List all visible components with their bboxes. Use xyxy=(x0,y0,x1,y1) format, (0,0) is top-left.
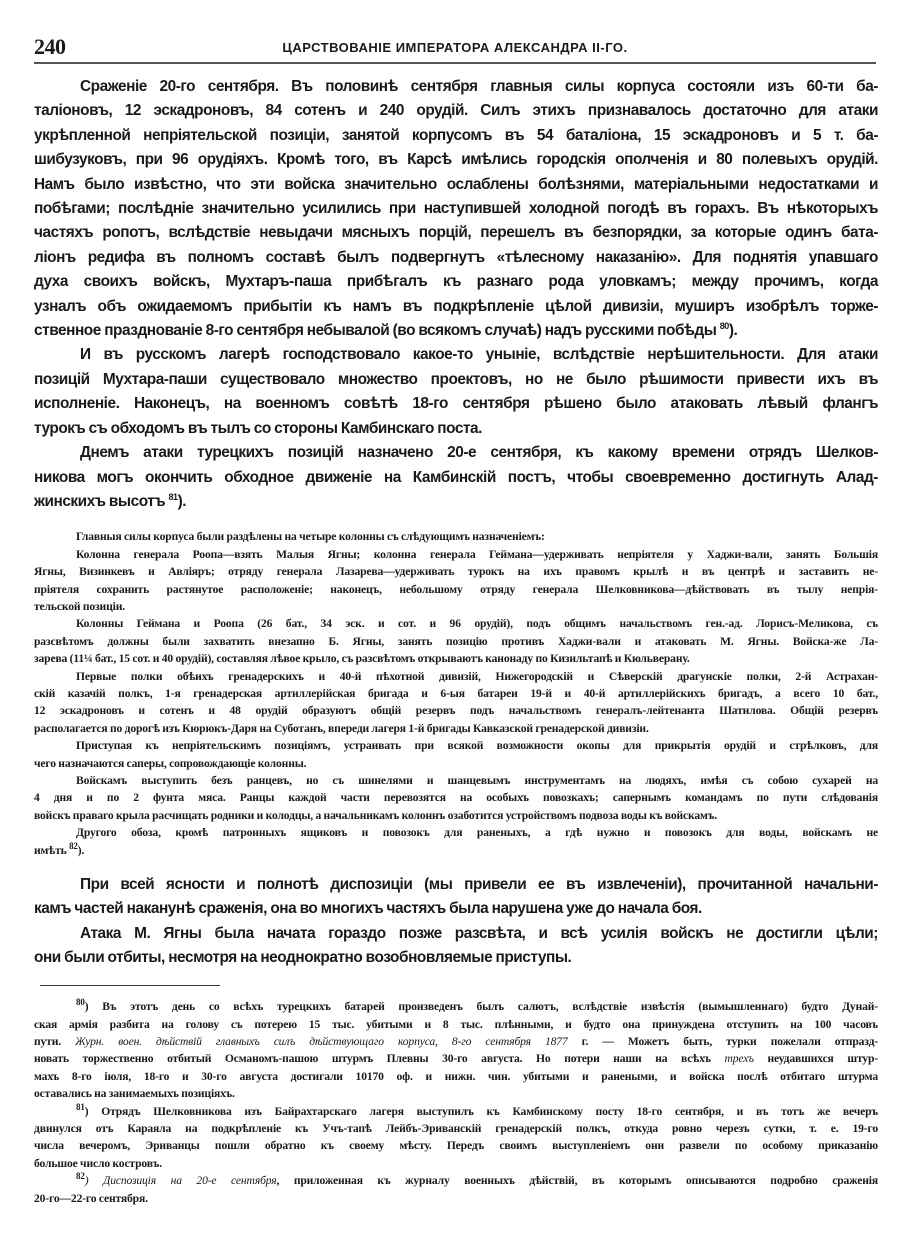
text-line: Войскамъ выступить безъ ранцевъ, но съ шинелями и шанцевымъ инструментамъ на людяхъ, имѣя съ собою сухарей на xyxy=(76,774,878,787)
footnote-ref-81[interactable]: 81 xyxy=(168,491,178,502)
text-line: 20-го—22-го сентября. xyxy=(34,1191,148,1205)
text-line: Главныя силы корпуса были раздѣлены на четыре колонны съ слѣдующимъ назначеніемъ: xyxy=(76,530,545,544)
text-line: исполненіе. Наконецъ, на военномъ совѣтѣ 18-го сентября рѣшено было атаковать лѣвый флангъ xyxy=(34,395,878,413)
text-line: чего назначаются саперы, сопровождающіе колонны. xyxy=(34,756,307,770)
text-line: При всей ясности и полнотѣ диспозиціи (мы привели ее въ извлеченіи), прочитанной начальни- xyxy=(80,876,878,894)
text-line: жинскихъ высотъ $^{81}$). xyxy=(34,491,187,510)
header-rule xyxy=(34,62,876,64)
paragraph-attack-m-yagny xyxy=(34,922,878,971)
text-line: Днемъ атаки турецкихъ позицій назначено 20-е сентября, къ какому времени отрядъ Шелков- xyxy=(80,444,878,462)
disposition-paragraph xyxy=(34,737,878,772)
text-line: 12 эскадроновъ и сотенъ и 48 орудій образуютъ общій резервъ подъ начальствомъ генералъ-лейтенанта Шатилова. Общій резервъ xyxy=(34,704,878,718)
text-line: 4 дня и по 2 фунта мяса. Ранцы каждой части перевозятся на особыхъ повозкахъ; сапернымъ командамъ по пути слѣдованія xyxy=(34,791,878,805)
text-line: И въ русскомъ лагерѣ господствовало какое-то уныніе, вслѣдствіе нерѣшительности. Для атаки xyxy=(80,346,878,364)
text-line: они были отбиты, несмотря на неоднократно возобновляемые приступы. xyxy=(34,949,572,967)
text-line: таліоновъ, 12 эскадроновъ, 84 сотенъ и 240 орудій. Силъ этихъ признавалось достаточно для атаки xyxy=(34,102,878,120)
disposition-paragraph xyxy=(34,824,878,859)
footnote-82 xyxy=(34,1172,878,1207)
text-line: никова могъ окончить обходное движеніе на Камбинскій постъ, чтобы своевременно достигнуть Алад- xyxy=(34,468,878,486)
footnote-separator xyxy=(40,985,220,987)
text-line: разсвѣтомъ должны были захватить внезапно Б. Ягны, занять позицію противъ Хаджи-вали и атаковать М. Ягны. Войска-же Ла- xyxy=(34,634,878,648)
text-line: Намъ было извѣстно, что эти войска значительно ослаблены болѣзнями, матеріальными недостатками и xyxy=(34,175,878,193)
text-line: пути. Журн. воен. дѣйствій главныхъ силъ дѣйствующаго корпуса, 8-го сентября 1877 г. — Можетъ быть, турки пожелали отпразд- xyxy=(34,1034,879,1048)
footnote-marker: 80 xyxy=(76,997,85,1008)
text-line: шибузуковъ, при 96 орудіяхъ. Кромѣ того, въ Карсѣ имѣлись городскія ополченія и 80 полевыхъ орудій. xyxy=(34,151,878,169)
disposition-paragraph xyxy=(34,546,878,616)
text-line: тельской позиціи. xyxy=(34,599,125,613)
footnote-81 xyxy=(34,1103,878,1173)
text-line: Другого обоза, кромѣ патронныхъ ящиковъ и повозокъ для раненыхъ, а гдѣ нужно и повозокъ для воды, войскамъ не xyxy=(76,826,878,840)
paragraph-battle-20-september xyxy=(34,75,878,343)
text-line: двинулся отъ Караяла на подкрѣпленіе къ Учъ-тапѣ Лейбъ-Эриванскій гренадерскій полкъ, откуда ровно черезъ сутки, т. е. 19-го xyxy=(34,1122,878,1135)
text-line: узналъ объ ожидаемомъ прибытіи къ намъ въ подкрѣпленіе цѣлой дивизіи, муширъ изобрѣлъ торже- xyxy=(34,297,878,315)
text-line: $^{82}$) Диспозиція на 20-е сентября, приложенная къ журналу военныхъ дѣйствій, въ которымъ описываются подробно сраженія xyxy=(76,1171,878,1188)
text-line: оставались на занимаемыхъ позиціяхъ. xyxy=(34,1087,235,1101)
text-line: укрѣпленной непріятельской позиціи, занятой корпусомъ въ 54 баталіона, 15 эскадроновъ и 5 т. ба- xyxy=(34,126,878,144)
text-line: располагается по дорогѣ изъ Кюрюкъ-Даря на Суботанъ, впереди лагеря 1-й бригады Кавказской гренадерской дивизіи. xyxy=(34,721,649,735)
running-title: ЦАРСТВОВАНІЕ ИМПЕРАТОРА АЛЕКСАНДРА II-ГО. xyxy=(282,40,628,55)
text-line: Приступая къ непріятельскимъ позиціямъ, устраивать при всякой возможности окопы для прикрытія орудій и стрѣлковъ, для xyxy=(76,739,878,753)
disposition-paragraph xyxy=(34,772,878,824)
text-line: Колонны Геймана и Роопа (26 бат., 34 эск. и сот. и 96 орудій), подъ общимъ начальствомъ ген.-ад. Лорисъ-Меликова, съ xyxy=(76,617,878,631)
main-text xyxy=(34,75,878,514)
disposition-paragraph xyxy=(34,528,878,545)
text-line: имѣть $^{82}$). xyxy=(34,840,85,857)
section-lead-heading: Сраженіе 20-го сентября. xyxy=(80,78,279,95)
text-line: Сраженіе 20-го сентября. Въ половинѣ сентября главныя силы корпуса состояли изъ 60-ти ба- xyxy=(80,78,878,95)
running-head xyxy=(34,34,876,60)
text-line: ственное празднованіе 8-го сентября небывалой (во всякомъ случаѣ) надъ русскими побѣды $^{80}$). xyxy=(34,320,738,340)
footnote-ref-82[interactable]: 82 xyxy=(69,840,78,851)
paragraph-attack-day xyxy=(34,441,878,514)
paragraph-disposition-clarity xyxy=(34,873,878,922)
text-line: войскъ праваго крыла расчищать родники и колодцы, а начальникамъ колоннъ озаботится устройствомъ подвоза воды къ войскамъ. xyxy=(34,808,718,822)
text-line: турокъ съ обходомъ въ тылъ со стороны Камбинскаго поста. xyxy=(34,419,482,437)
text-line: камъ частей наканунѣ сраженія, она во многихъ частяхъ была нарушена уже до начала боя. xyxy=(34,900,702,918)
text-line: $^{80}$) Въ этотъ день со всѣхъ турецкихъ батарей произведенъ былъ салютъ, вслѣдствіе извѣстія (вымышленнаго) будто Дунай- xyxy=(76,997,878,1014)
text-line: зарева (11¼ бат., 15 сот. и 40 орудій), составляя лѣвое крыло, съ разсвѣтомъ открываютъ канонаду по Кизильтапѣ и Кюльверану. xyxy=(34,652,690,666)
text-line: скій казачій полкъ, 1-я гренадерская артиллерійская бригада и 6-ыя батареи 19-й и 40-й артиллерійскихъ бригадъ, а всего 10 бат., xyxy=(34,686,878,700)
text-line: $^{81}$) Отрядъ Шелковникова изъ Байрахтарскаго лагеря выступилъ къ Камбинскому посту 18-го сентября, и въ тотъ же вечеръ xyxy=(76,1101,878,1118)
text-line: Первые полки обѣихъ гренадерскихъ и 40-й пѣхотной дивизій, Нижегородскій и Сѣверскій драгунскіе полки, 2-й Астрахан- xyxy=(76,669,878,683)
text-line: ская армія разбита на голову съ потерею 15 тыс. убитыми и 8 тыс. плѣнными, и будто она принуждена отступить на 100 часовъ xyxy=(34,1017,878,1031)
footnote-ref-80[interactable]: 80 xyxy=(719,320,729,331)
text-line: духа своихъ войскъ, Мухтаръ-паша прибѣгалъ къ разнаго рода уловкамъ; между прочимъ, когда xyxy=(34,273,878,291)
disposition-extract xyxy=(34,528,878,859)
text-line: новать торжественно отбитый Османомъ-пашою штурмъ Плевны 30-го августа. Но потери наши на всѣхъ трехъ неудавшихся штур- xyxy=(34,1052,879,1066)
text-line: Колонна генерала Роопа—взять Малыя Ягны; колонна генерала Геймана—удерживать непріятеля у Хаджи-вали, занять Большія xyxy=(76,547,878,561)
disposition-paragraph xyxy=(34,668,878,738)
main-text-continued xyxy=(34,873,878,971)
footnote-80 xyxy=(34,998,878,1102)
text-line: Ягны, Визинкевъ и Авліяръ; отряду генерала Лазарева—удерживать турокъ на ихъ правомъ крылѣ и въ центрѣ и заставить не- xyxy=(34,565,878,579)
text-line: числа вечеромъ, Эриванцы пошли обратно къ своему мѣсту. Передъ своимъ выступленіемъ они развели по особому приказанію xyxy=(34,1139,878,1153)
text-line: побѣгами; послѣдніе значительно усилились при наступившей холодной погодѣ въ горахъ. Въ нѣкоторыхъ xyxy=(34,200,878,218)
footnote-marker: 81 xyxy=(76,1101,85,1112)
text-line: ліонъ редифа въ полномъ составѣ былъ подвергнутъ «тѣлесному наказанію». Для поднятія упавшаго xyxy=(34,248,878,266)
text-line: позицій Мухтара-паши существовало множество проектовъ, но не было рѣшимости привести ихъ въ xyxy=(34,370,878,388)
page-number: 240 xyxy=(34,34,66,59)
paragraph-russian-camp xyxy=(34,343,878,441)
footnote-marker: 82 xyxy=(76,1171,85,1182)
text-line: пріятеля сохранить растянутое расположеніе; наконецъ, небольшому отряду генерала Шелковникова—дѣйствовать въ тылу непрія- xyxy=(34,582,878,596)
citation-italic: ) Диспозиція на 20-е сентября xyxy=(84,1174,277,1188)
footnotes xyxy=(34,998,878,1207)
text-line: Атака М. Ягны была начата гораздо позже разсвѣта, и всѣ усилія войскъ не достигли цѣли; xyxy=(80,924,878,942)
citation-italic: Журн. воен. дѣйствій главныхъ силъ дѣйствующаго корпуса, 8-го сентября 1877 xyxy=(75,1034,568,1048)
text-line: большое число костровъ. xyxy=(34,1156,162,1170)
text-line: частяхъ ропотъ, вслѣдствіе невыдачи мясныхъ порцій, перешелъ въ безпорядки, за которые одинъ бата- xyxy=(34,224,878,242)
text-line: махъ 8-го іюля, 18-го и 30-го августа достигали 10170 оф. и нижн. чин. убитыми и ранеными, и войска послѣ отбитаго штурма xyxy=(34,1069,878,1083)
disposition-paragraph xyxy=(34,615,878,667)
